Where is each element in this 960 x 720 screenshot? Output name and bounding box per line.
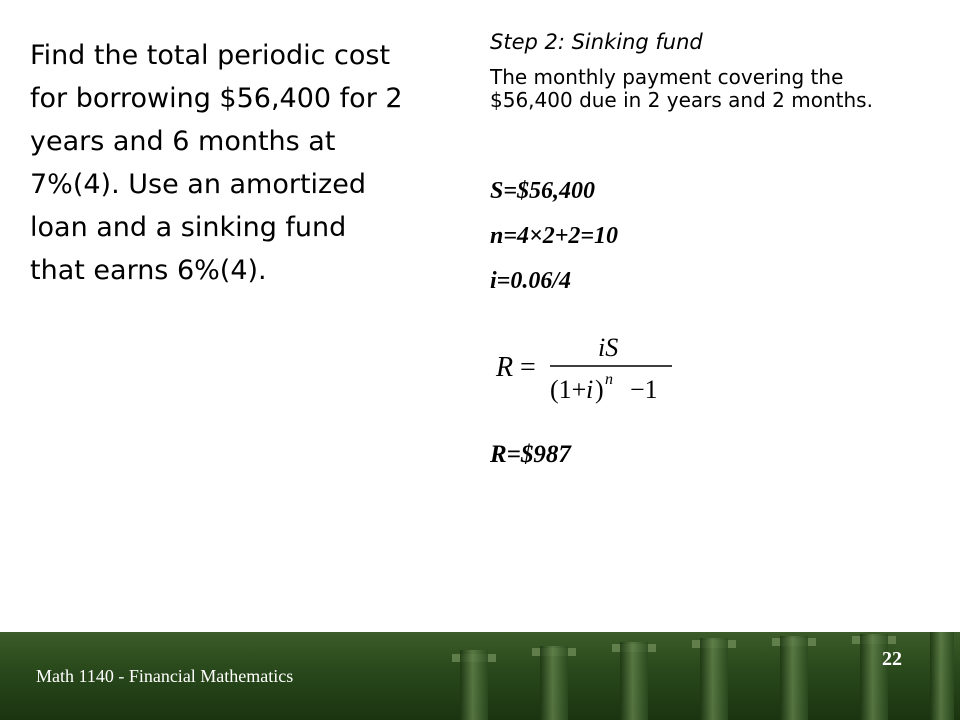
problem-statement <box>30 34 450 292</box>
formula-denom-tail: −1 <box>630 375 658 404</box>
formula-denom-var: i <box>586 375 594 404</box>
sinking-fund-formula <box>490 326 690 416</box>
step-title: Step 2: Sinking fund <box>490 30 703 54</box>
column-decoration <box>860 634 888 720</box>
n-value: n=4×2+2=10 <box>490 223 619 249</box>
column-decoration <box>780 636 808 720</box>
problem-line: years and 6 months at <box>30 126 336 157</box>
column-decoration <box>700 638 728 720</box>
problem-line: 7%(4). Use an amortized <box>30 169 366 200</box>
i-value: i=0.06/4 <box>490 268 572 294</box>
column-decoration <box>460 650 488 720</box>
formula-lhs: R <box>496 352 514 383</box>
page-number: 22 <box>882 648 902 670</box>
formula-exponent: n <box>605 371 613 388</box>
column-decoration <box>930 632 954 720</box>
result-value: R=$987 <box>490 441 571 468</box>
problem-line: Find the total periodic cost <box>30 40 391 71</box>
problem-line: that earns 6%(4). <box>30 255 267 286</box>
formula-numerator: iS <box>598 333 619 362</box>
problem-line: loan and a sinking fund <box>30 212 347 243</box>
problem-line: for borrowing $56,400 for 2 <box>30 83 403 114</box>
formula-denom-base: (1+ <box>550 375 587 404</box>
column-decoration <box>540 646 568 720</box>
step-description: The monthly payment covering the $56,400 due in 2 years and 2 months. <box>490 65 873 112</box>
course-title: Math 1140 - Financial Mathematics <box>36 666 294 686</box>
formula-equals: = <box>520 352 536 383</box>
s-value: S=$56,400 <box>490 178 596 204</box>
column-decoration <box>620 642 648 720</box>
formula-denom-close: ) <box>595 375 604 404</box>
solution-panel <box>490 26 930 468</box>
